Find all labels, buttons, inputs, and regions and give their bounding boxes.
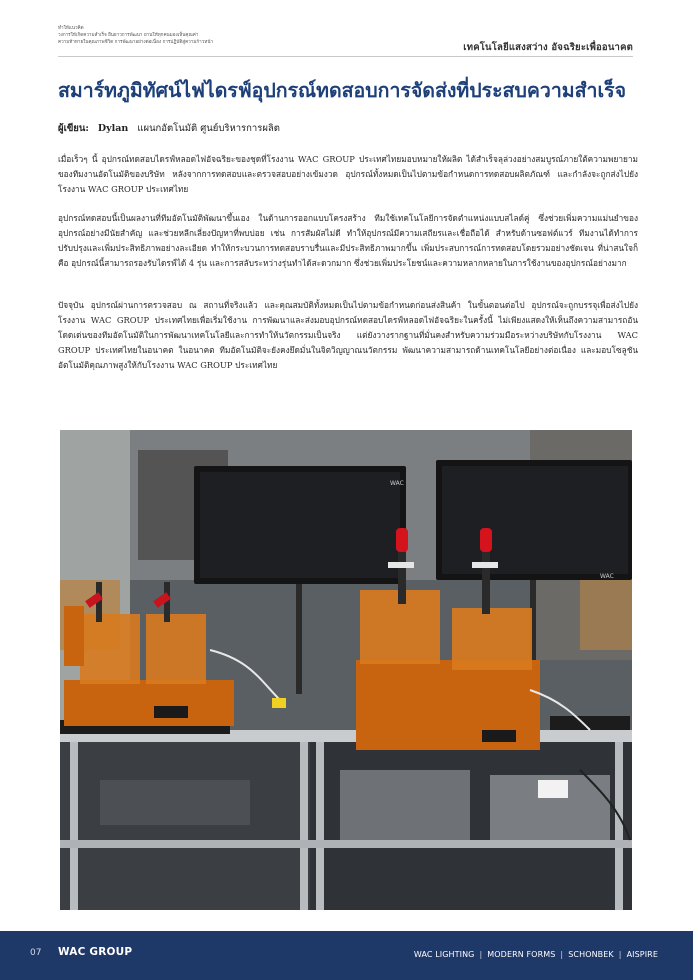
header-section-title: เทคโนโลยีแสงสว่าง อัจฉริยะเพื่ออนาคต (463, 42, 633, 53)
article-paragraph: ปัจจุบัน อุปกรณ์ผ่านการตรวจสอบ ณ สถานที่จริงแล้ว และคุณสมบัติทั้งหมดเป็นไปตามข้อกำหนดก่อนส่งสินค้า ในขั้นตอนต่อไป อุปกรณ์จะถูกบรรจุเพื่อส่งไปยังโรงงาน WAC GROUP ประเทศไทยเพื่อเริ่มใช้งาน การพัฒนาและส่งมอบอุปกรณ์ทดสอบไดรฟ์หลอดไฟอัจฉริยะในครั้งนี้ ไม่เพียงแสดงให้เห็นถึงความสามารถอันโดดเด่นของทีมอัตโนมัติในการพัฒนาเทคโนโลยีและการทำให้นวัตกรรมเป็นจริง แต่ยังวางรากฐานที่มั่นคงสำหรับความร่วมมือระหว่างบริษัทกับโรงงาน WAC GROUP ประเทศไทยในอนาคต ในอนาคต ทีมอัตโนมัติจะยังคงยึดมั่นในจิตวิญญาณนวัตกรรม พัฒนาความสามารถด้านเทคโนโลยีอย่างต่อเนื่อง และมอบโซลูชันอัตโนมัติคุณภาพสูงให้กับโรงงาน WAC GROUP ประเทศไทย (58, 300, 638, 370)
footer-logo: WAC GROUP (58, 946, 133, 958)
author-label: ผู้เขียน: (58, 123, 89, 134)
brand-separator: | (479, 950, 483, 959)
header-tagline-line: ทำให้แนวคิด (58, 26, 84, 31)
article-photo (60, 430, 632, 910)
footer-brand-list (414, 950, 658, 959)
author-name: Dylan (97, 123, 129, 134)
monitor-brand-label: WAC (390, 480, 404, 487)
article-byline (58, 122, 280, 136)
brand-separator: | (560, 950, 564, 959)
header-tagline-line: ความท้าทายในคุณภาพชีวิต การพัฒนาอย่างต่อเนื่อง การปฏิบัติสู่ความก้าวหน้า (58, 39, 214, 45)
brand-separator: | (618, 950, 622, 959)
footer-brand: AISPIRE (626, 950, 658, 959)
test-equipment-photo (60, 430, 632, 910)
header-tagline-line: วงการให้เกิดความสำเร็จ ยืนยาวการพัฒนา ยานให้ทุกคนมองเห็นคุณค่า (58, 32, 199, 38)
page-footer (0, 931, 693, 980)
page-number: 07 (30, 948, 42, 958)
monitor-brand-label: WAC (600, 573, 614, 580)
footer-brand: SCHONBEK (568, 950, 614, 959)
article-paragraph: เมื่อเร็วๆ นี้ อุปกรณ์ทดสอบไดรฟ์หลอดไฟอัจฉริยะของชุดที่โรงงาน WAC GROUP ประเทศไทยมอบหมายให้ผลิต ได้สำเร็จลุล่วงอย่างสมบูรณ์ภายใต้ความพยายามของทีมงานอัตโนมัติของบริษัท หลังจากการทดสอบและตรวจสอบอย่างเข้มงวด อุปกรณ์ทั้งหมดเป็นไปตามข้อกำหนดการทดสอบผลิตภัณฑ์ และกำลังจะถูกส่งไปยังโรงงาน WAC GROUP ประเทศไทย (58, 154, 638, 194)
article-title: สมาร์ทภูมิทัศน์ไฟไดรฟ์อุปกรณ์ทดสอบการจัดส่งที่ประสบความสำเร็จ (58, 79, 627, 102)
author-department: แผนกอัตโนมัติ ศูนย์บริหารการผลิต (137, 123, 280, 134)
footer-brand: MODERN FORMS (487, 950, 556, 959)
header-divider (58, 56, 633, 57)
footer-brand: WAC LIGHTING (413, 950, 475, 959)
article-paragraph: อุปกรณ์ทดสอบนี้เป็นผลงานที่ทีมอัตโนมัติพัฒนาขึ้นเอง ในด้านการออกแบบโครงสร้าง ทีมใช้เทคโนโลยีการจัดตำแหน่งแบบสไลด์คู่ ซึ่งช่วยเพิ่มความแม่นยำของอุปกรณ์อย่างมีนัยสำคัญ และช่วยหลีกเลี่ยงปัญหาที่พบบ่อย เช่น การสัมผัสไม่ดี ทำให้อุปกรณ์มีความเสถียรและเชื่อถือได้ สำหรับด้านซอฟต์แวร์ ทีมงานได้ทำการปรับปรุงและเพิ่มประสิทธิภาพอย่างละเอียด ทำให้กระบวนการทดสอบราบรื่นและมีประสิทธิภาพมากขึ้น เพิ่มประสบการณ์การทดสอบโดยรวมอย่างชัดเจน ที่น่าสนใจก็คือ อุปกรณ์นี้สามารถรองรับไดรฟ์ได้ 4 รุ่น และการสลับระหว่างรุ่นทำได้สะดวกมาก ซึ่งช่วยเพิ่มประโยชน์และความหลากหลายในการใช้งานของอุปกรณ์อย่างมาก (58, 213, 638, 268)
header-tagline (58, 26, 213, 46)
